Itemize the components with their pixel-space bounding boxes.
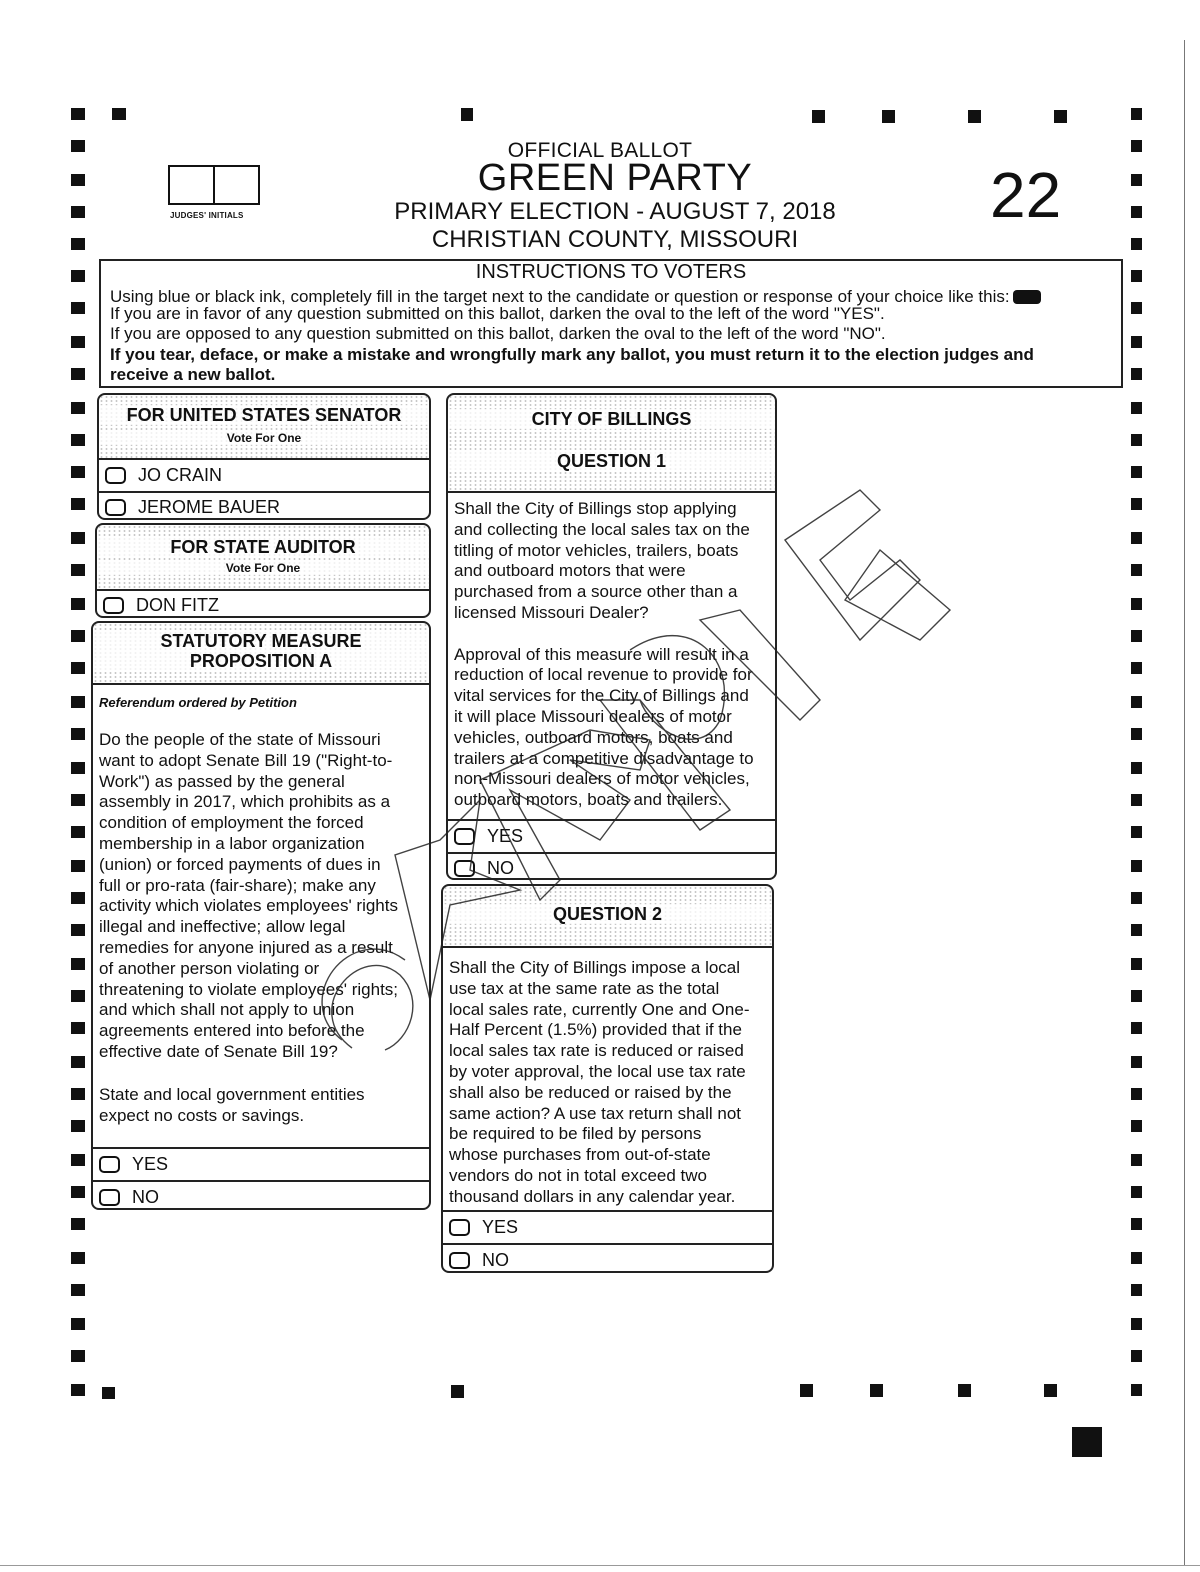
contest-title: FOR STATE AUDITOR [97,537,429,557]
election-title: PRIMARY ELECTION - AUGUST 7, 2018 [394,198,836,225]
yes-label: YES [482,1217,519,1237]
text-line: use tax at the same rate as the total [449,978,720,998]
no-label: NO [482,1249,509,1270]
text-line: be required to be filed by persons [449,1124,702,1144]
text-line: Work") as passed by the general [99,771,345,791]
instruction-line: If you are in favor of any question submitted on this ballot, darken the oval to the left of the word "YES". [110,304,885,323]
text-line: outboard motors, boats and trailers. [454,790,723,810]
text-line: local sales tax rate is reduced or raised [449,1041,744,1061]
no-option[interactable] [443,1243,772,1273]
text-line: illegal and ineffective; allow legal [99,917,346,937]
text-line: and outboard motors that were [454,561,686,581]
ballot-question-text [99,730,398,1063]
text-line: (union) or forced payments of dues in [99,854,381,874]
yes-label: YES [132,1154,169,1174]
fiscal-note [99,1085,365,1127]
instructions-box [99,259,1123,388]
ballot-question-text [449,958,749,1208]
text-line: State and local government entities [99,1085,365,1104]
text-line: activity which violates employees' rights [99,896,398,916]
contest-us-senator [97,393,431,520]
oval-target-icon[interactable] [454,860,475,877]
text-line: local sales rate, currently One and One- [449,999,750,1019]
text-line: non-Missouri dealers of motor vehicles, [454,769,750,789]
text-line: vendors do not in total exceed two [449,1165,707,1185]
contest-billings-question-1 [446,393,777,880]
text-line: whose purchases from out-of-state [449,1145,711,1165]
contest-subtitle: PROPOSITION A [93,651,429,671]
text-line: agreements entered into before the [99,1021,365,1041]
oval-target-icon[interactable] [105,499,126,516]
contest-header [448,395,775,493]
no-label: NO [487,857,514,878]
oval-target-icon[interactable] [454,828,475,845]
page-edge [1184,40,1185,1565]
oval-target-icon[interactable] [99,1156,120,1173]
text-line: by voter approval, the local use tax rate [449,1061,746,1081]
instruction-line: receive a new ballot. [110,365,276,384]
contest-proposition-a [91,621,431,1210]
vote-for-label: Vote For One [97,561,429,575]
text-line: reduction of local revenue to provide for [454,665,753,685]
candidate-option[interactable] [99,458,429,491]
text-line: titling of motor vehicles, trailers, boats [454,540,739,560]
oval-target-icon[interactable] [449,1252,470,1269]
candidate-name: DON FITZ [136,595,219,615]
text-line: licensed Missouri Dealer? [454,602,649,622]
text-line: Approval of this measure will result in a [454,644,749,664]
party-name: GREEN PARTY [477,157,753,199]
text-line: it will place Missouri dealers of motor [454,706,732,726]
text-line: and collecting the local sales tax on the [454,519,750,539]
vote-for-label: Vote For One [99,431,429,445]
candidate-option[interactable] [97,589,429,618]
yes-label: YES [487,826,524,846]
text-line: effective date of Senate Bill 19? [99,1041,338,1061]
contest-title: CITY OF BILLINGS [448,409,775,429]
referendum-note: Referendum ordered by Petition [99,695,297,710]
text-line: Half Percent (1.5%) provided that if the [449,1020,742,1040]
contest-header [99,395,429,460]
text-line: condition of employment the forced [99,813,364,833]
text-line: membership in a labor organization [99,833,365,853]
text-line: expect no costs or savings. [99,1105,305,1125]
text-line: of another person violating or [99,958,320,978]
instructions-title: INSTRUCTIONS TO VOTERS [475,261,747,283]
no-option[interactable] [448,852,775,880]
no-option[interactable] [93,1180,429,1210]
yes-option[interactable] [443,1210,772,1243]
ballot-style-number: 22 [990,159,1062,231]
county-name: CHRISTIAN COUNTY, MISSOURI [431,226,799,253]
text-line: Shall the City of Billings impose a local [449,958,741,977]
text-line: remedies for anyone injured as a result [99,937,393,957]
oval-target-icon[interactable] [99,1189,120,1206]
contest-title: STATUTORY MEASURE [93,631,429,651]
text-line: shall also be reduced or raised by the [449,1082,732,1102]
oval-target-icon[interactable] [105,467,126,484]
yes-option[interactable] [448,819,775,852]
oval-target-icon[interactable] [449,1219,470,1236]
text-line: purchased from a source other than a [454,582,738,602]
contest-title: QUESTION 2 [443,904,772,924]
contest-header [97,525,429,591]
ballot-heading: OFFICIAL BALLOT [507,139,693,162]
contest-title: FOR UNITED STATES SENATOR [99,405,429,425]
text-line: Do the people of the state of Missouri [99,730,381,749]
instruction-line: If you tear, deface, or make a mistake and wrongfully mark any ballot, you must return it to the election judges and [110,345,1034,364]
candidate-name: JEROME BAUER [138,497,281,517]
filled-oval-example-icon [1013,290,1041,304]
text-line: full or pro-rata (fair-share); make any [99,875,376,895]
text-line: assembly in 2017, which prohibits as a [99,792,391,812]
no-label: NO [132,1186,159,1207]
text-line [454,624,754,645]
oval-target-icon[interactable] [103,597,124,614]
text-line: want to adopt Senate Bill 19 ("Right-to- [99,750,393,770]
text-line: thousand dollars in any calendar year. [449,1186,736,1206]
ballot-question-text [454,499,754,811]
contest-billings-question-2 [441,884,774,1273]
yes-option[interactable] [93,1147,429,1180]
contest-subtitle: QUESTION 1 [448,451,775,471]
text-line: vehicles, outboard motors, boats and [454,727,733,747]
contest-state-auditor [95,523,431,618]
text-line: same action? A use tax return shall not [449,1103,742,1123]
instruction-line: If you are opposed to any question submitted on this ballot, darken the oval to the left of the word "NO". [110,324,886,343]
text-line: trailers at a competitive disadvantage to [454,748,754,768]
instruction-text: Using blue or black ink, completely fill in the target next to the candidate or question or response of your choice like this: [110,287,1010,306]
candidate-option[interactable] [99,491,429,520]
text-line: threatening to violate employees' rights; [99,979,399,999]
page-edge [0,1565,1200,1566]
contest-header [93,623,429,685]
text-line: vital services for the City of Billings and [454,686,749,706]
judges-initials-label: JUDGES' INITIALS [170,211,244,220]
candidate-name: JO CRAIN [138,465,223,485]
contest-header [443,886,772,948]
text-line: Shall the City of Billings stop applying [454,499,737,518]
text-line: and which shall not apply to union [99,1000,355,1020]
